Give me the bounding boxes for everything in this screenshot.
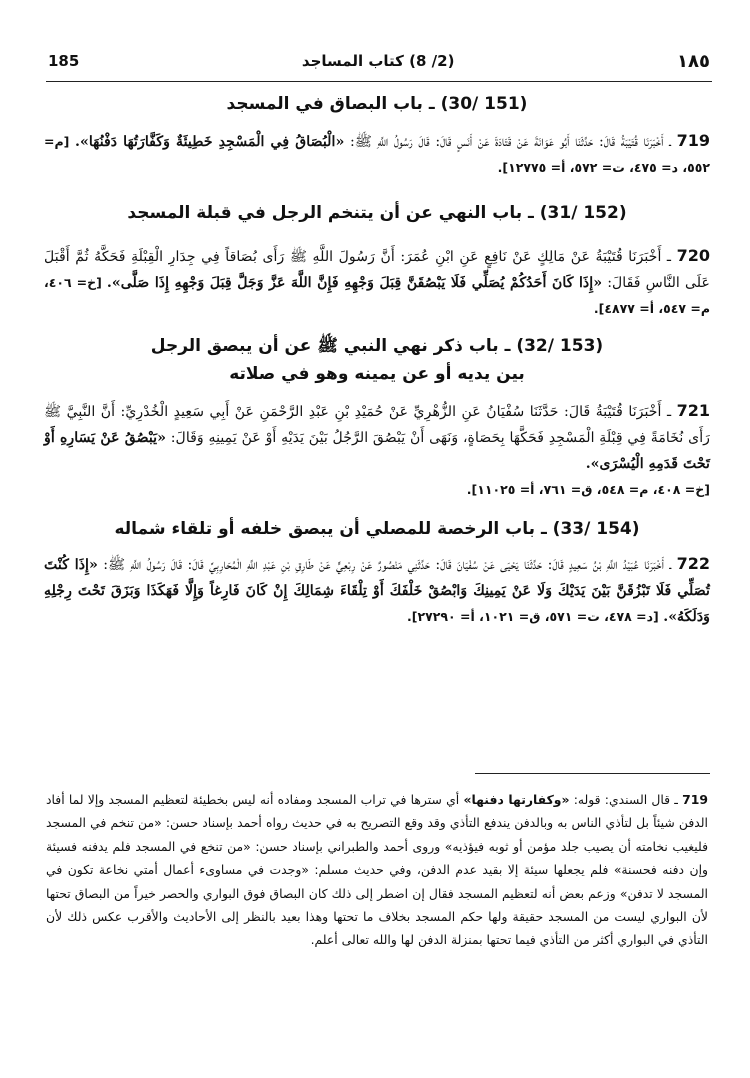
hadith-references: [د= ٤٧٨، ت= ٥٧١، ق= ١٠٢١، أ= ٢٧٢٩٠]. <box>407 609 659 624</box>
running-title: (2/ 8) كتاب المساجد <box>301 52 455 70</box>
footnote-divider <box>475 773 710 774</box>
hadith-paragraph <box>44 398 710 477</box>
hadith-text: ـ أَخْبَرَنَا قُتَيْبَةُ قَالَ: حَدَّثَنَا أَبُو عَوَانَةَ عَنْ قَتَادَةَ عَنْ أَنَسٍ قَالَ: قَالَ رَسُولُ اللَّهِ ﷺ: <box>349 134 671 150</box>
chapter-heading: (153 /32) ـ باب ذكر نهي النبي ﷺ عن أن يبصق الرجل <box>150 336 604 356</box>
page-number-latin: 185 <box>48 52 80 70</box>
hadith-number: 720 <box>676 246 710 265</box>
hadith-references: [م= ٥٥٢، د= ٤٧٥، ت= ٥٧٢، أ= ١٢٧٧٥]. <box>44 134 710 175</box>
hadith-references: [خ= ٤٠٨، م= ٥٤٨، ق= ٧٦١، أ= ١١٠٢٥]. <box>466 482 710 497</box>
hadith-text: ـ أَخْبَرَنَا قُتَيْبَةُ عَنْ مَالِكٍ عَنْ نَافِعٍ عَنِ ابْنِ عُمَرَ: أَنَّ رَسُولَ اللَّهِ ﷺ رَأَى بُصَاقاً فِي جِدَارِ الْقِبْلَةِ فَحَكَّهُ ثُمَّ أَقْبَلَ عَلَى النَّاسِ فَقَالَ: <box>44 249 710 291</box>
hadith-text: ـ أَخْبَرَنَا قُتَيْبَةُ قَالَ: حَدَّثَنَا سُفْيَانُ عَنِ الزُّهْرِيِّ عَنْ حُمَيْدِ بْنِ عَبْدِ الرَّحْمَنِ عَنْ أَبِي سَعِيدٍ الْخُدْرِيِّ: أَنَّ النَّبِيَّ ﷺ رَأَى نُخَامَةً فِي قِبْلَةِ الْمَسْجِدِ فَحَكَّهَا بِحَصَاةٍ، وَنَهَى أَنْ يَبْصُقَ الرَّجُلُ بَيْنَ يَدَيْهِ أَوْ عَنْ يَمِينِهِ وَقَالَ: <box>44 404 710 446</box>
hadith-quote: «الْبُصَاقُ فِي الْمَسْجِدِ خَطِيئَةٌ وَكَفَّارَتُهَا دَفْنُهَا». <box>75 134 345 150</box>
hadith-paragraph <box>44 128 710 181</box>
footnote <box>46 788 708 952</box>
hadith-paragraph <box>44 243 710 322</box>
chapter-heading-line-2: بين يديه أو عن يمينه وهو في صلاته <box>229 364 525 384</box>
hadith-paragraph <box>44 551 710 630</box>
hadith-number: 719 <box>676 131 710 150</box>
footnote-quoted: «وكفارتها دفنها» <box>463 792 570 807</box>
hadith-quote: «إِذَا كَانَ أَحَدُكُمْ يُصَلِّي فَلَا يَبْصُقَنَّ قِبَلَ وَجْهِهِ فَإِنَّ اللَّهَ عَزَّ وَجَلَّ قِبَلَ وَجْهِهِ إِذَا صَلَّى». <box>106 275 603 291</box>
hadith-text: ـ أَخْبَرَنَا عُبَيْدُ اللَّهِ بْنُ سَعِيدٍ قَالَ: حَدَّثَنَا يَحْيَى عَنْ سُفْيَانَ قَالَ: حَدَّثَنِي مَنْصُورٌ عَنْ رِبْعِيٍّ عَنْ طَارِقِ بْنِ عَبْدِ اللَّهِ الْمُحَارِبِيِّ قَالَ: قَالَ رَسُولُ اللَّهِ ﷺ: <box>103 557 672 573</box>
hadith-quote: «إِذَا كُنْتَ تُصَلِّي فَلَا تَبْزُقَنَّ بَيْنَ يَدَيْكَ وَلَا عَنْ يَمِينِكَ وَابْصُقْ خَلْفَكَ أَوْ تِلْقَاءَ شِمَالِكَ إِنْ كَانَ فَارِغاً وَإِلَّا فَهَكَذَا وَبَزَقَ تَحْتَ رِجْلِهِ وَدَلَكَهُ». <box>44 557 710 625</box>
running-header <box>48 42 710 80</box>
footnote-lead: ـ قال السندي: قوله: <box>573 792 678 807</box>
header-divider <box>46 81 712 82</box>
hadith-references: [خ= ٤٠٦، م= ٥٤٧، أ= ٤٨٧٧]. <box>44 275 710 316</box>
main-text <box>44 90 710 630</box>
page-number-arabic: ١٨٥ <box>677 50 710 72</box>
chapter-heading: (152 /31) ـ باب النهي عن أن يتنخم الرجل في قبلة المسجد <box>127 203 627 223</box>
chapter-heading: (154 /33) ـ باب الرخصة للمصلي أن يبصق خلفه أو تلقاء شماله <box>114 519 640 539</box>
chapter-heading: (151 /30) ـ باب البصاق في المسجد <box>226 94 528 114</box>
footnote-text: أي سترها في تراب المسجد ومفاده أنه ليس بخطيئة لتعظيم المسجد وإلا لما أفاد الدفن شيئاً بل لتأذي الناس به وبالدفن يندفع التأذي وقد وقع التصريح به في حديث رواه أحمد بإسناد حسن: «من تنخم في المسجد فليغيب نخامته أن يصيب جلد مؤمن أو ثوبه فيؤذيه» وروى أحمد والطبراني بإسناد حسن: «من تنخع في المسجد فلم يدفنه فسيئة وإن دفنه فحسنة» فلم يجعلها سيئة إلا بقيد عدم الدفن، وفي حديث مسلم: «وجدت في مساوىء أعمال أمتي نخاعة تكون في المسجد لا تدفن» وزعم بعض أنه لتعظيم المسجد فقال إن اضطر إلى ذلك كان البصاق فوق البواري والحصر خيراً من البصاق تحتها لأن البواري ليست من المسجد حقيقة ولها حكم المسجد بخلاف ما تحتها وهذا بعيد بالنظر إلى الأحاديث والأقرب عكس ذلك لأن التأذي في البواري أكثر من التأذي فيما تحتها بمنزلة الدفن لها والله تعالى أعلم. <box>46 792 708 948</box>
hadith-quote: «يَبْصُقُ عَنْ يَسَارِهِ أَوْ تَحْتَ قَدَمِهِ الْيُسْرَى». <box>44 430 710 472</box>
hadith-number: 722 <box>676 554 710 573</box>
footnote-number: 719 <box>682 792 708 807</box>
hadith-number: 721 <box>676 401 710 420</box>
